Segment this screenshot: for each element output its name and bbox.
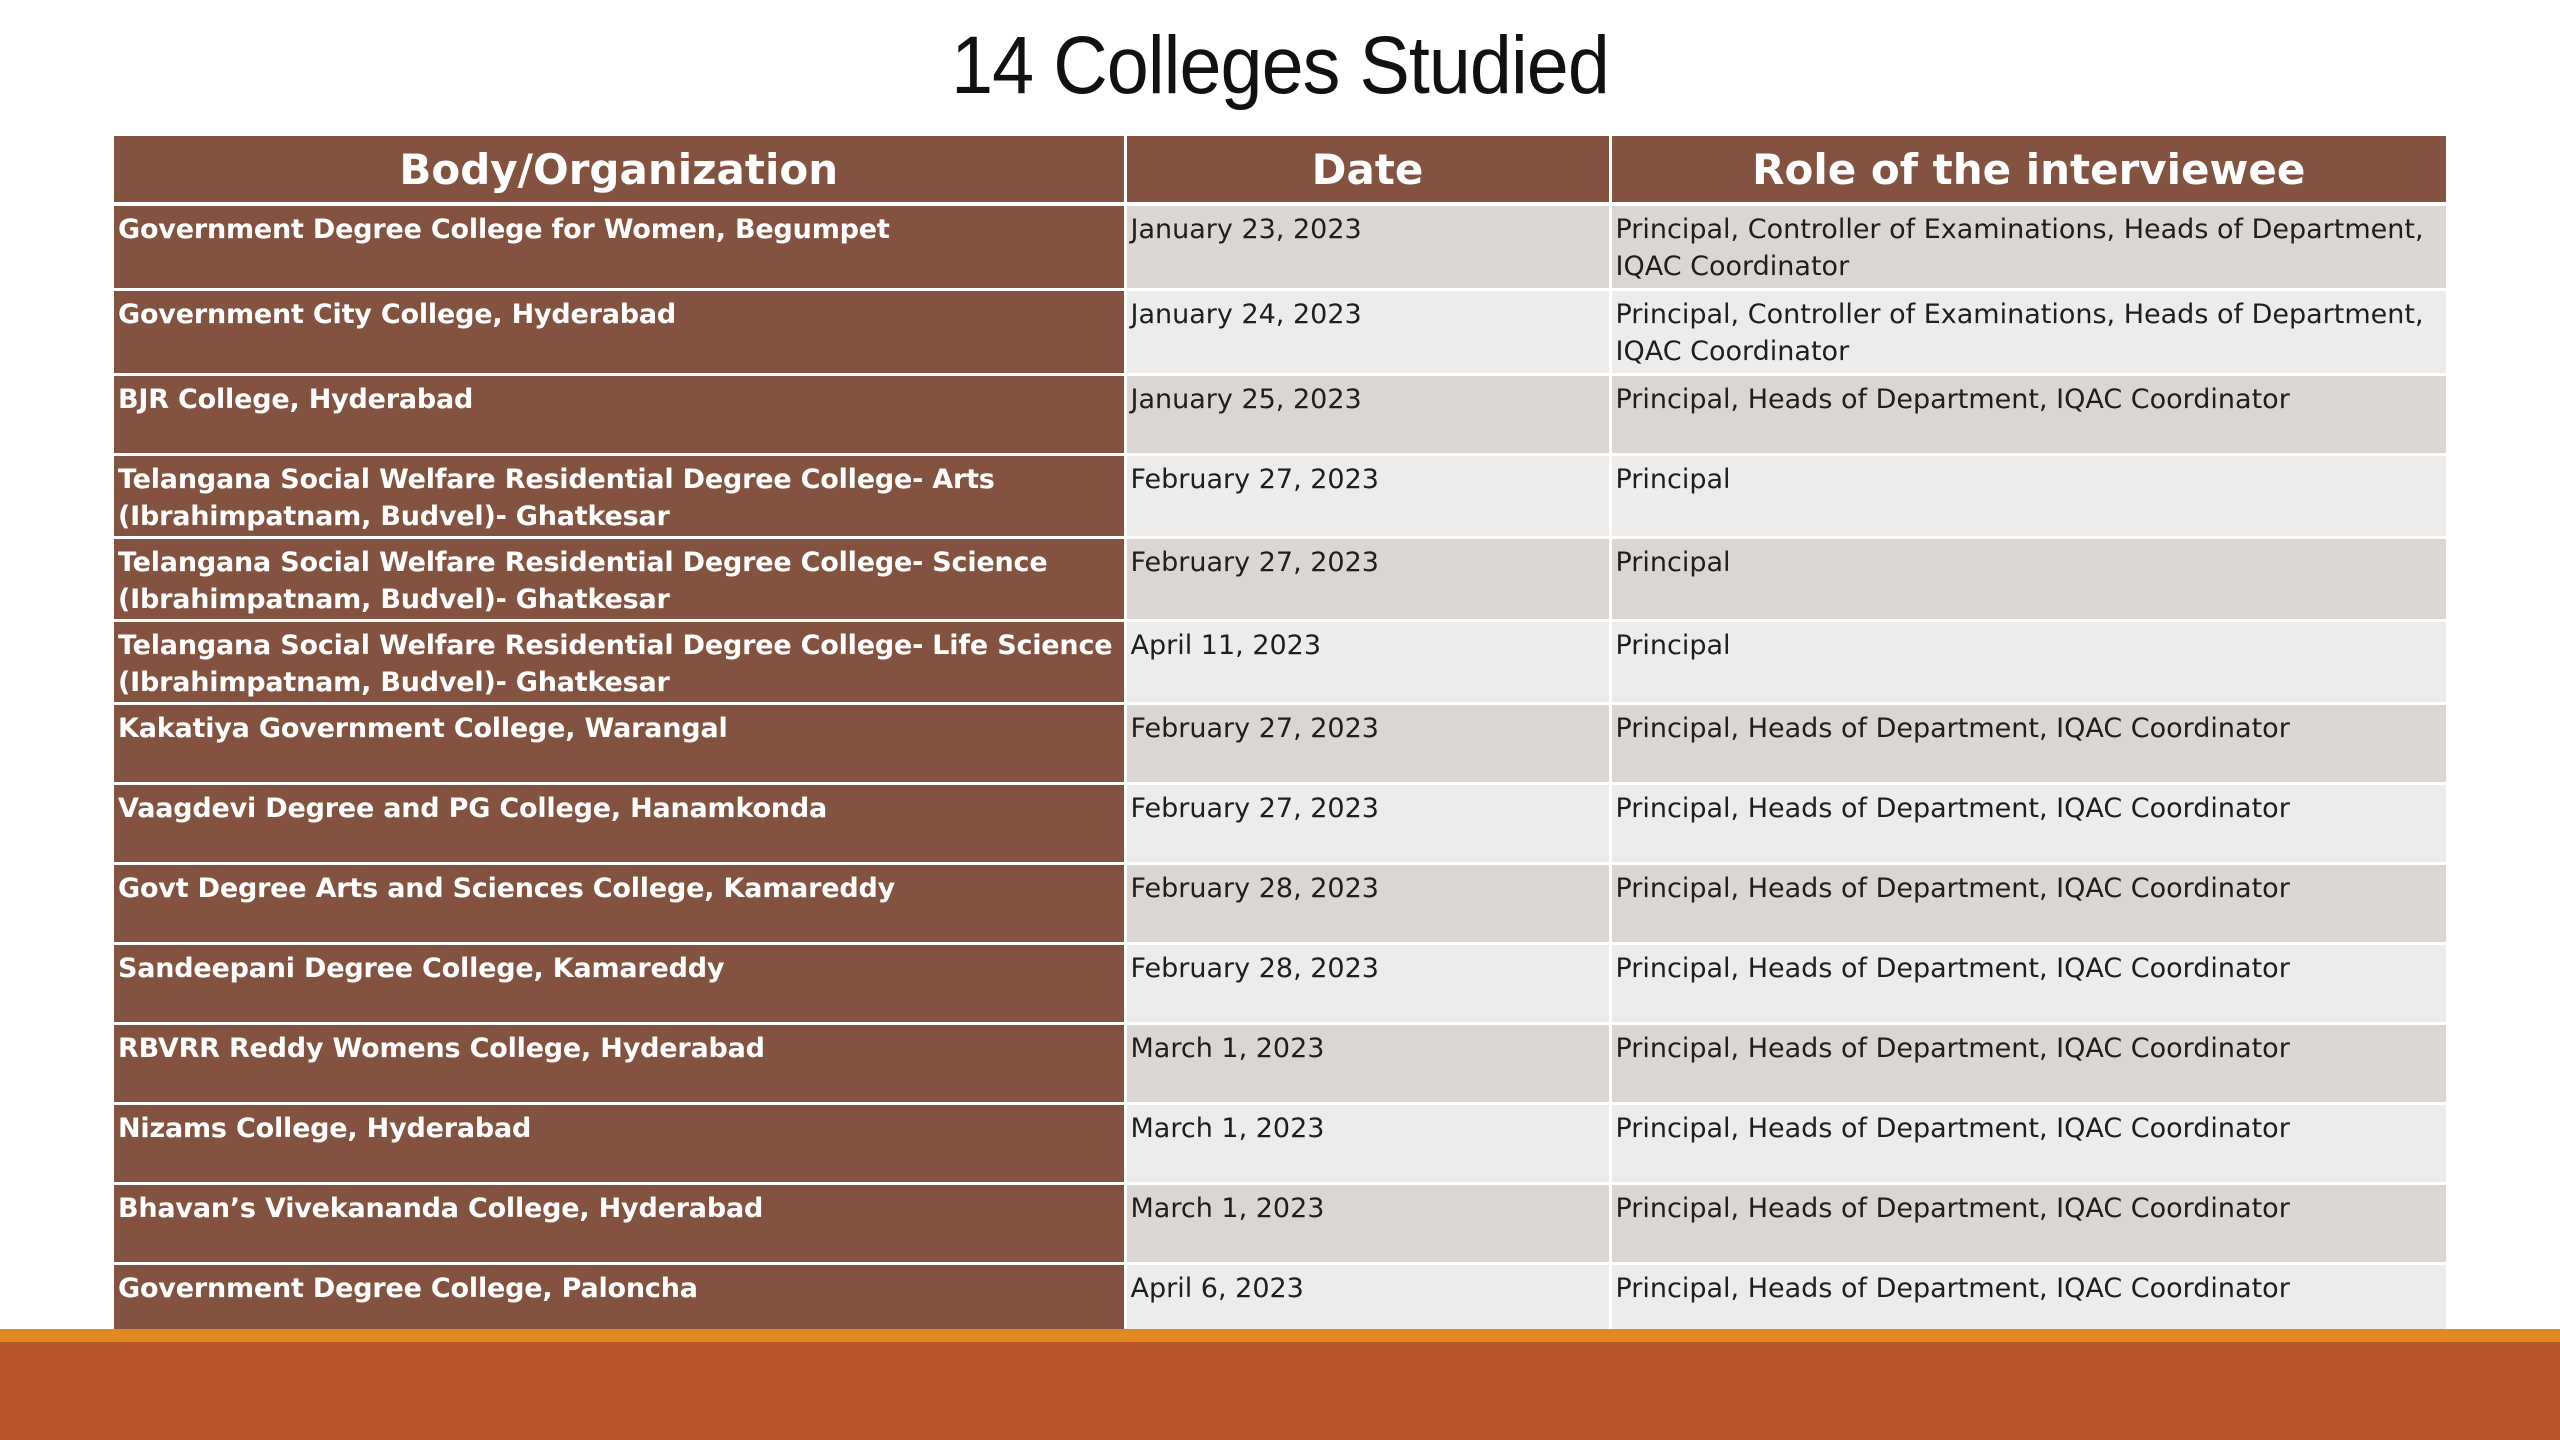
table-row [114, 455, 2446, 538]
role-cell: Principal, Heads of Department, IQAC Coordinator [1610, 375, 2446, 455]
table-row [114, 704, 2446, 784]
organization-cell: Sandeepani Degree College, Kamareddy [114, 944, 1125, 1024]
table-row [114, 375, 2446, 455]
organization-cell: Government City College, Hyderabad [114, 290, 1125, 375]
table-row [114, 290, 2446, 375]
organization-cell: Government Degree College for Women, Begumpet [114, 204, 1125, 290]
organization-cell: Telangana Social Welfare Residential Degree College- Arts (Ibrahimpatnam, Budvel)- Ghatkesar [114, 455, 1125, 538]
organization-cell: Government Degree College, Paloncha [114, 1264, 1125, 1343]
date-cell: January 23, 2023 [1125, 204, 1610, 290]
role-cell: Principal, Heads of Department, IQAC Coordinator [1610, 1104, 2446, 1184]
header-organization: Body/Organization [114, 136, 1125, 204]
organization-cell: Bhavan’s Vivekananda College, Hyderabad [114, 1184, 1125, 1264]
role-cell: Principal [1610, 621, 2446, 704]
slide-title: 14 Colleges Studied [951, 20, 1609, 111]
date-cell: February 27, 2023 [1125, 538, 1610, 621]
footer-accent-stripe [0, 1329, 2560, 1342]
date-cell: January 25, 2023 [1125, 375, 1610, 455]
date-cell: April 6, 2023 [1125, 1264, 1610, 1343]
role-cell: Principal, Controller of Examinations, Heads of Department, IQAC Coordinator [1610, 290, 2446, 375]
role-cell: Principal [1610, 455, 2446, 538]
table-row [114, 538, 2446, 621]
colleges-table [114, 136, 2446, 1342]
date-cell: March 1, 2023 [1125, 1024, 1610, 1104]
organization-cell: Kakatiya Government College, Warangal [114, 704, 1125, 784]
date-cell: February 28, 2023 [1125, 864, 1610, 944]
organization-cell: Vaagdevi Degree and PG College, Hanamkonda [114, 784, 1125, 864]
organization-cell: Nizams College, Hyderabad [114, 1104, 1125, 1184]
table-row [114, 1024, 2446, 1104]
date-cell: January 24, 2023 [1125, 290, 1610, 375]
organization-cell: Govt Degree Arts and Sciences College, Kamareddy [114, 864, 1125, 944]
header-date: Date [1125, 136, 1610, 204]
organization-cell: RBVRR Reddy Womens College, Hyderabad [114, 1024, 1125, 1104]
table-header-row [114, 136, 2446, 204]
role-cell: Principal, Controller of Examinations, Heads of Department, IQAC Coordinator [1610, 204, 2446, 290]
date-cell: March 1, 2023 [1125, 1104, 1610, 1184]
table-row [114, 204, 2446, 290]
header-role: Role of the interviewee [1610, 136, 2446, 204]
date-cell: March 1, 2023 [1125, 1184, 1610, 1264]
role-cell: Principal, Heads of Department, IQAC Coordinator [1610, 704, 2446, 784]
table-row [114, 864, 2446, 944]
role-cell: Principal [1610, 538, 2446, 621]
role-cell: Principal, Heads of Department, IQAC Coordinator [1610, 784, 2446, 864]
role-cell: Principal, Heads of Department, IQAC Coordinator [1610, 944, 2446, 1024]
table-row [114, 621, 2446, 704]
organization-cell: Telangana Social Welfare Residential Degree College- Life Science (Ibrahimpatnam, Budvel)- Ghatkesar [114, 621, 1125, 704]
organization-cell: Telangana Social Welfare Residential Degree College- Science (Ibrahimpatnam, Budvel)- Ghatkesar [114, 538, 1125, 621]
role-cell: Principal, Heads of Department, IQAC Coordinator [1610, 864, 2446, 944]
role-cell: Principal, Heads of Department, IQAC Coordinator [1610, 1024, 2446, 1104]
date-cell: February 27, 2023 [1125, 784, 1610, 864]
role-cell: Principal, Heads of Department, IQAC Coordinator [1610, 1184, 2446, 1264]
organization-cell: BJR College, Hyderabad [114, 375, 1125, 455]
date-cell: February 27, 2023 [1125, 455, 1610, 538]
date-cell: April 11, 2023 [1125, 621, 1610, 704]
date-cell: February 28, 2023 [1125, 944, 1610, 1024]
table-row [114, 1104, 2446, 1184]
table-row [114, 944, 2446, 1024]
table-row [114, 1184, 2446, 1264]
footer-band [0, 1342, 2560, 1440]
date-cell: February 27, 2023 [1125, 704, 1610, 784]
table-row [114, 784, 2446, 864]
role-cell: Principal, Heads of Department, IQAC Coordinator [1610, 1264, 2446, 1343]
